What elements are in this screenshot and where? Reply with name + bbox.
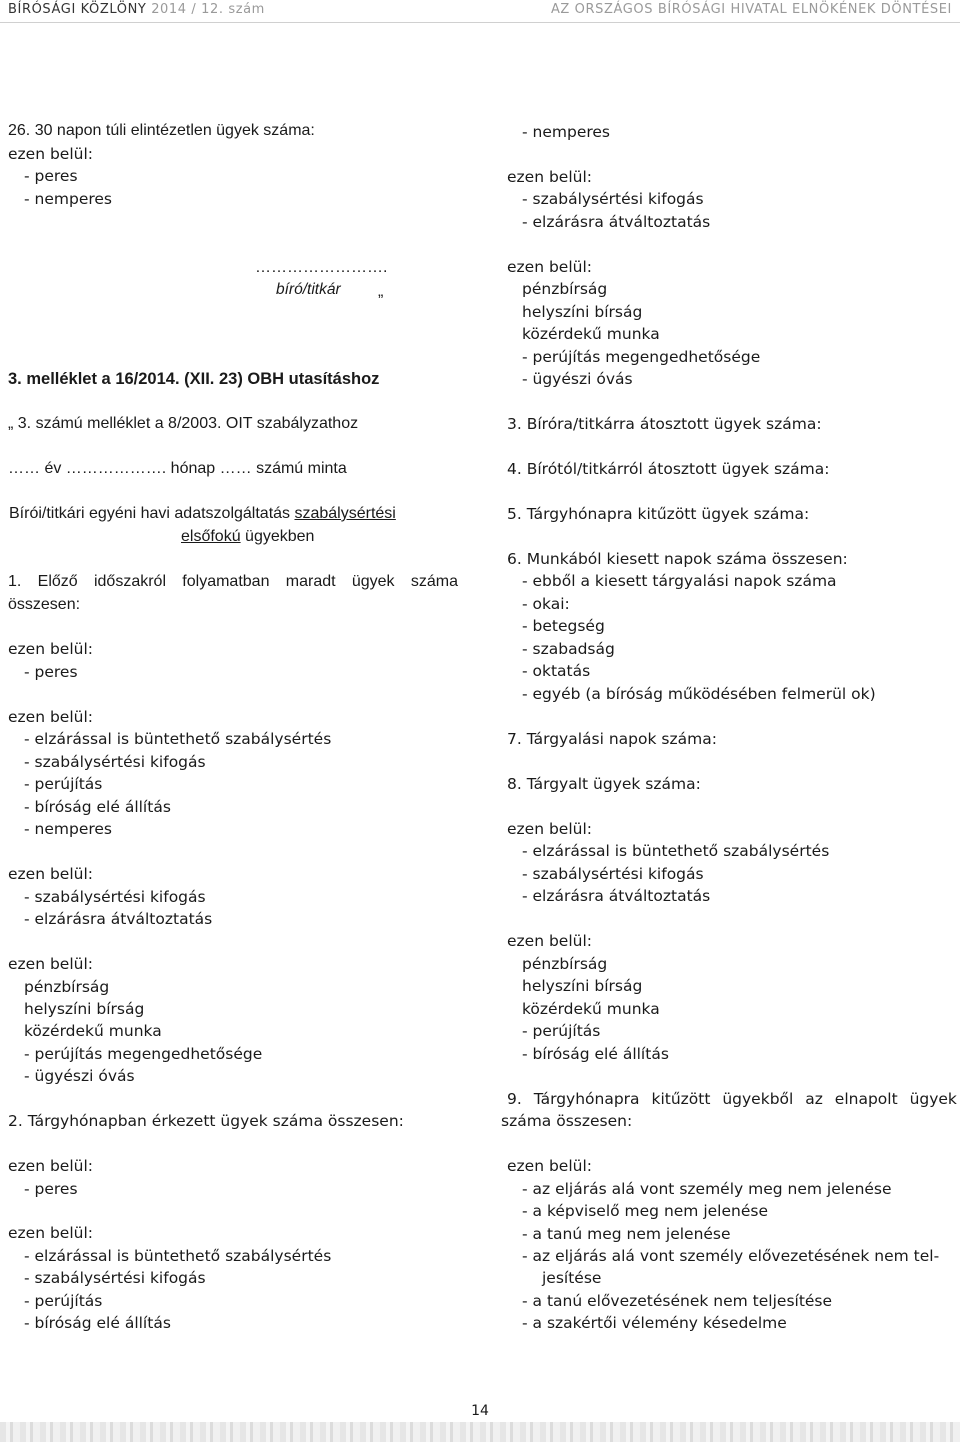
text-line: helyszíni bírság: [522, 303, 643, 321]
word: kitűzött: [651, 1090, 711, 1108]
text-line: - perújítás: [24, 775, 103, 793]
text-line: - szabálysértési kifogás: [522, 865, 704, 883]
text-line: - a képviselő meg nem jelenése: [522, 1202, 768, 1220]
journal-issue: 2014 / 12. szám: [151, 2, 265, 17]
text-line: - elzárással is büntethető szabálysértés: [522, 842, 830, 860]
text-line: - oktatás: [522, 662, 591, 680]
text-line: - szabálysértési kifogás: [24, 888, 206, 906]
text-line: száma összesen:: [501, 1112, 633, 1130]
word: elnapolt: [834, 1090, 898, 1108]
item-1-heading: [8, 572, 458, 592]
quote-mark: „: [378, 283, 384, 300]
text-line: ezen belül:: [8, 865, 93, 883]
item-4: 4. Bírótól/titkárról átosztott ügyek száma:: [507, 460, 830, 478]
item-6: 6. Munkából kiesett napok száma összesen:: [507, 550, 848, 568]
text-line: - nemperes: [24, 190, 112, 208]
text-line: - perújítás megengedhetősége: [24, 1045, 263, 1063]
item-7: 7. Tárgyalási napok száma:: [507, 730, 717, 748]
text-line: helyszíni bírság: [522, 977, 643, 995]
item-8: 8. Tárgyalt ügyek száma:: [507, 775, 701, 793]
text-line: ezen belül:: [8, 1157, 93, 1175]
word: az: [805, 1090, 823, 1108]
form-title: [9, 504, 396, 524]
text-line: - szabálysértési kifogás: [24, 1269, 206, 1287]
item-3: 3. Bíróra/titkárra átosztott ügyek száma:: [507, 415, 822, 433]
text-line: ezen belül:: [507, 1157, 592, 1175]
form-title-line2: [181, 527, 314, 547]
text-line: - peres: [24, 663, 78, 681]
word: ügyek: [909, 1090, 957, 1108]
text-line: helyszíni bírság: [24, 1000, 145, 1018]
text-line: - okai:: [522, 595, 570, 613]
text-line: közérdekű munka: [24, 1022, 162, 1040]
word: Előző: [37, 573, 78, 590]
word: ügyekből: [722, 1090, 794, 1108]
word: Tárgyhónapra: [533, 1090, 640, 1108]
word: folyamatban: [182, 573, 270, 590]
form-title-underlined: szabálysértési: [294, 505, 396, 522]
text-line: - szabálysértési kifogás: [522, 190, 704, 208]
text-line: ezen belül:: [8, 708, 93, 726]
text-line: - elzárással is büntethető szabálysértés: [24, 1247, 332, 1265]
text-line: - bíróság elé állítás: [24, 1314, 171, 1332]
text-line: - nemperes: [522, 123, 610, 141]
text-line: - elzárásra átváltoztatás: [522, 213, 711, 231]
signature-title: bíró/titkár: [276, 281, 341, 298]
date-line: …… év ………………. hónap …… számú minta: [8, 460, 347, 477]
word: ügyek: [351, 573, 395, 590]
word: száma: [410, 573, 458, 590]
footer-pattern: [0, 1422, 960, 1442]
text-line: ezen belül:: [8, 1224, 93, 1242]
text-line: - szabadság: [522, 640, 615, 658]
text-line: - perújítás megengedhetősége: [522, 348, 761, 366]
item-2: 2. Tárgyhónapban érkezett ügyek száma összesen:: [8, 1112, 404, 1130]
text-line: - perújítás: [24, 1292, 103, 1310]
text-line: közérdekű munka: [522, 1000, 660, 1018]
item-5: 5. Tárgyhónapra kitűzött ügyek száma:: [507, 505, 810, 523]
text-line: - ügyészi óvás: [24, 1067, 135, 1085]
signature-dots: …………………….: [255, 259, 388, 276]
text-line: - elzárással is büntethető szabálysértés: [24, 730, 332, 748]
section-title: AZ ORSZÁGOS BÍRÓSÁGI HIVATAL ELNÖKÉNEK DÖNTÉSEI: [550, 2, 952, 17]
text-line: ezen belül:: [8, 955, 93, 973]
form-title-underlined: elsőfokú: [181, 528, 241, 545]
text-line: - bíróság elé állítás: [24, 798, 171, 816]
annex-title: 3. melléklet a 16/2014. (XII. 23) OBH utasításhoz: [8, 370, 380, 388]
text-line: - betegség: [522, 617, 605, 635]
text-line: - bíróság elé állítás: [522, 1045, 669, 1063]
text-line: - peres: [24, 167, 78, 185]
text-line: ezen belül:: [507, 820, 592, 838]
text-line: - ebből a kiesett tárgyalási napok száma: [522, 572, 837, 590]
text-line: - elzárásra átváltoztatás: [24, 910, 213, 928]
text-line: jesítése: [542, 1269, 602, 1287]
text-line: ezen belül:: [507, 168, 592, 186]
word: időszakról: [93, 573, 166, 590]
text-line: - az eljárás alá vont személy elővezetésének nem tel-: [522, 1247, 940, 1265]
form-title-part: ügyekben: [240, 528, 315, 545]
form-title-part: Bírói/titkári egyéni havi adatszolgáltatás: [9, 505, 295, 522]
word: 9.: [507, 1090, 522, 1108]
text-line: ezen belül:: [507, 258, 592, 276]
text-line: - egyéb (a bíróság működésében felmerül ok): [522, 685, 876, 703]
word: 1.: [8, 573, 22, 590]
text-line: - a tanú meg nem jelenése: [522, 1225, 731, 1243]
text-line: - szabálysértési kifogás: [24, 753, 206, 771]
text-line: pénzbírság: [522, 280, 608, 298]
text-line: ezen belül:: [8, 145, 93, 163]
text-line: ezen belül:: [8, 640, 93, 658]
page-header: [0, 0, 960, 23]
text-line: - a szakértői vélemény késedelme: [522, 1314, 787, 1332]
page-number: 14: [471, 1403, 489, 1419]
text-line: ezen belül:: [507, 932, 592, 950]
text-line: - a tanú elővezetésének nem teljesítése: [522, 1292, 833, 1310]
text-line: - az eljárás alá vont személy meg nem jelenése: [522, 1180, 892, 1198]
text-line: pénzbírság: [522, 955, 608, 973]
item-9-heading: [507, 1089, 957, 1109]
journal-title: [8, 2, 265, 17]
item-26: 26. 30 napon túli elintézetlen ügyek száma:: [8, 122, 315, 139]
text-line: - elzárásra átváltoztatás: [522, 887, 711, 905]
annex-reference: „ 3. számú melléklet a 8/2003. OIT szabályzathoz: [8, 415, 359, 432]
text-line: - ügyészi óvás: [522, 370, 633, 388]
text-line: - peres: [24, 1180, 78, 1198]
text-line: - nemperes: [24, 820, 112, 838]
text-line: közérdekű munka: [522, 325, 660, 343]
word: maradt: [285, 573, 336, 590]
journal-name: BÍRÓSÁGI KÖZLÖNY: [8, 2, 147, 17]
text-line: - perújítás: [522, 1022, 601, 1040]
text-line: pénzbírság: [24, 978, 110, 996]
text-line: összesen:: [8, 596, 81, 613]
